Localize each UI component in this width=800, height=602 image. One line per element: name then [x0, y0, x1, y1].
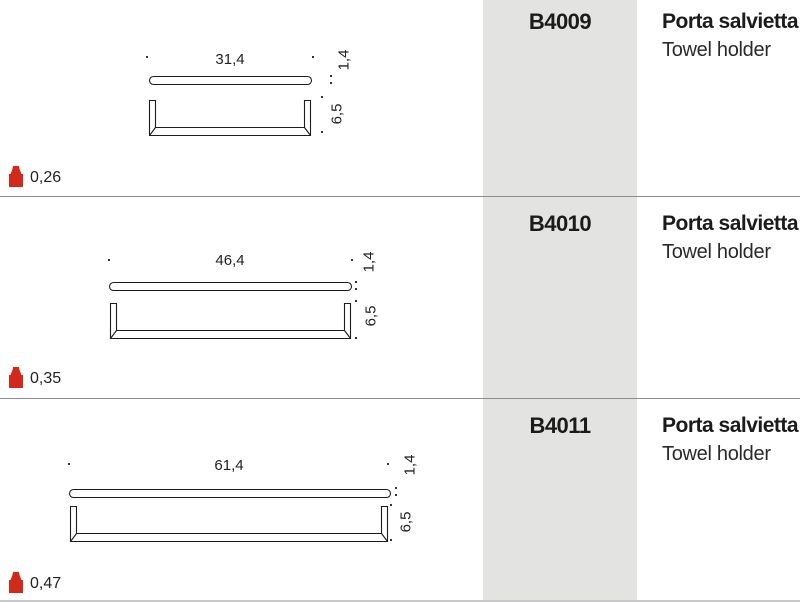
weight-indicator: [9, 572, 61, 593]
dimension-width-label: 31,4: [215, 51, 245, 68]
bracket-front-view: [111, 304, 351, 339]
bracket-front-view: [150, 101, 311, 136]
product-row: [0, 0, 800, 196]
product-title-en: Towel holder: [662, 241, 771, 263]
bar-top-view: [110, 283, 352, 291]
weight-value: 0,47: [30, 575, 62, 592]
product-title-it: Porta salvietta: [662, 414, 799, 437]
product-titles: [662, 210, 798, 266]
bar-top-view: [150, 77, 312, 85]
weight-value: 0,26: [30, 169, 62, 186]
bar-top-view: [70, 490, 391, 498]
product-titles: [662, 8, 798, 64]
dimension-depth-label: 6,5: [362, 305, 380, 327]
product-code: B4010: [528, 211, 592, 236]
dimension-bar-label: 1,4: [335, 49, 353, 71]
weight-indicator: [9, 166, 61, 187]
product-title-it: Porta salvietta: [662, 212, 799, 235]
weight-value: 0,35: [30, 370, 62, 387]
product-title-en: Towel holder: [662, 39, 771, 61]
bracket-front-view: [71, 507, 388, 542]
product-code: B4009: [528, 9, 592, 34]
product-title-it: Porta salvietta: [662, 10, 799, 33]
product-code: B4011: [529, 413, 591, 438]
dimension-bar-label: 1,4: [401, 454, 419, 476]
product-row: [0, 398, 800, 600]
dimension-depth-label: 6,5: [328, 103, 346, 125]
row-divider: [0, 398, 800, 399]
dimension-bar-label: 1,4: [360, 251, 378, 273]
weight-icon: [9, 572, 23, 593]
dimension-width-label: 46,4: [215, 252, 245, 269]
product-titles: [662, 412, 798, 468]
product-row: [0, 196, 800, 398]
row-divider: [0, 196, 800, 197]
dimension-depth-label: 6,5: [397, 511, 415, 533]
dimension-width-label: 61,4: [214, 457, 244, 474]
weight-icon: [9, 166, 23, 187]
weight-icon: [9, 367, 23, 388]
product-title-en: Towel holder: [662, 443, 771, 465]
weight-indicator: [9, 367, 61, 388]
